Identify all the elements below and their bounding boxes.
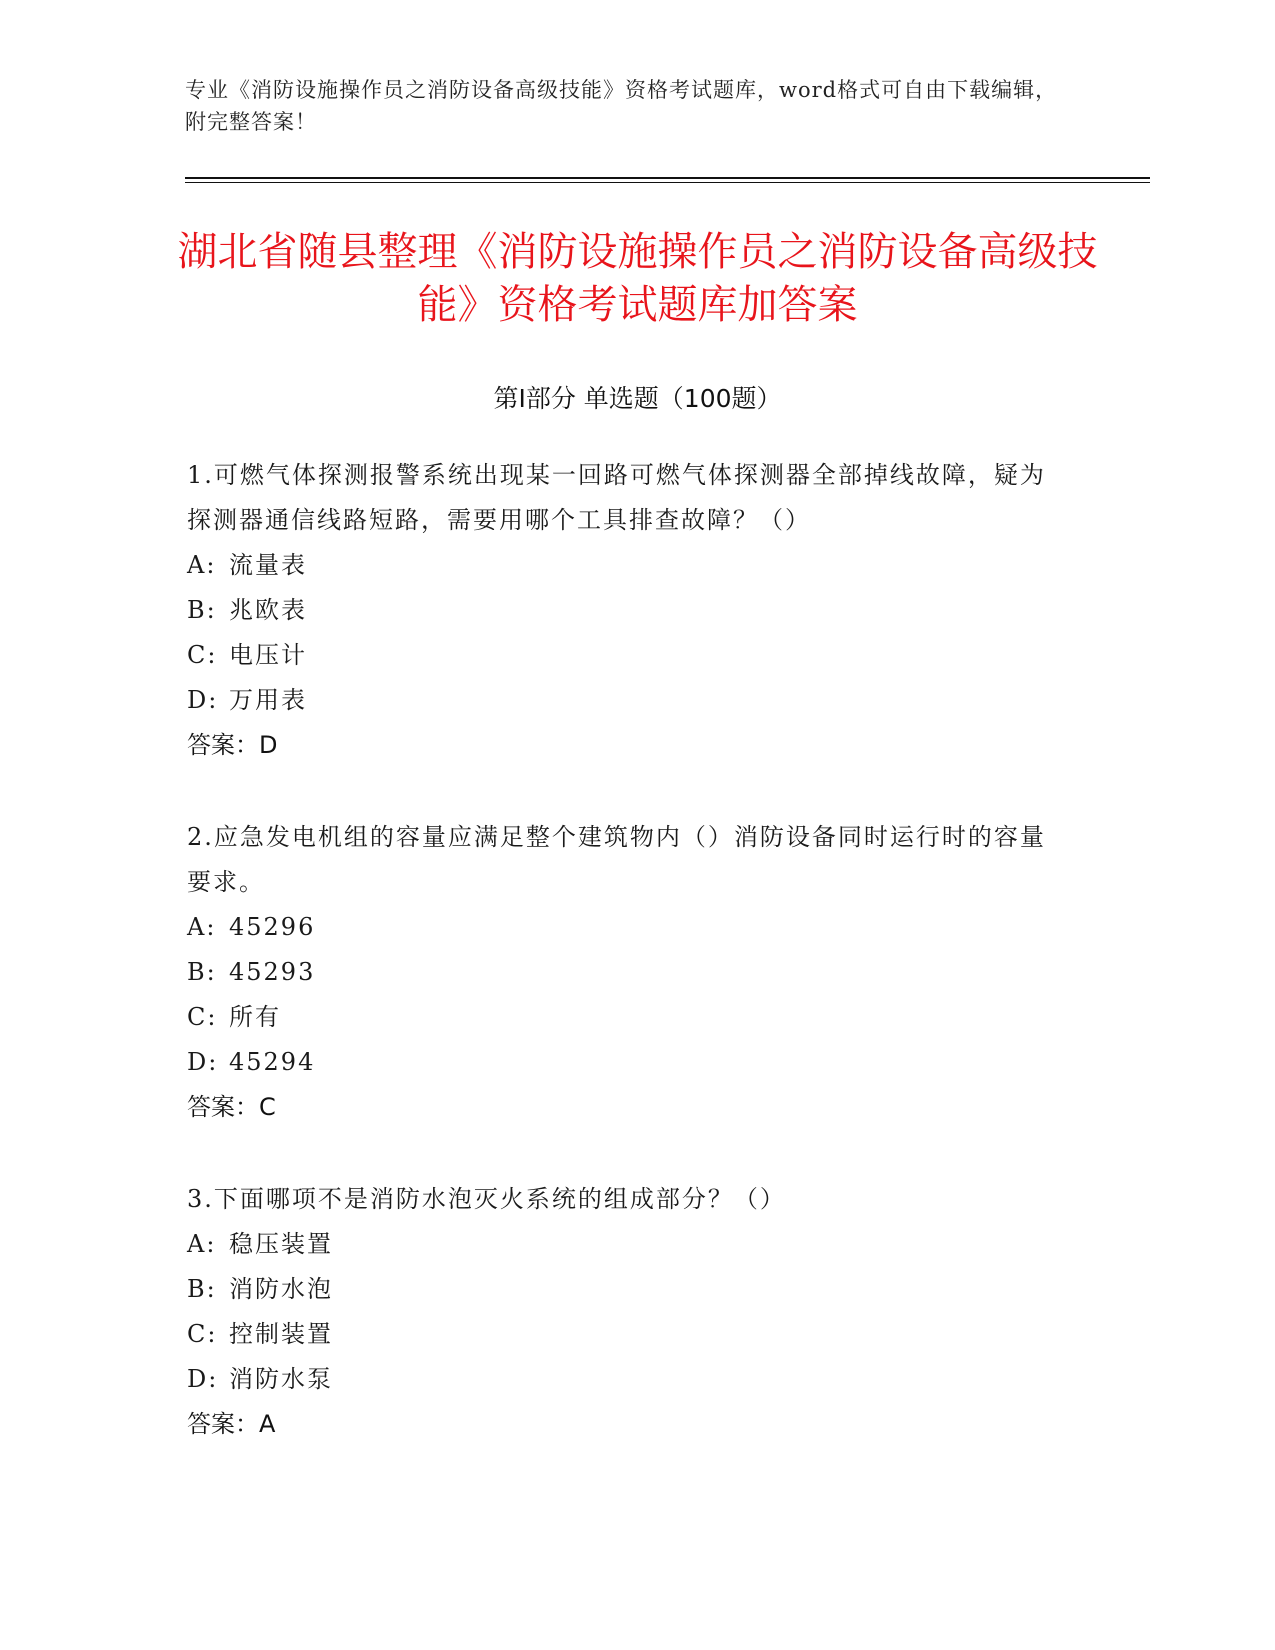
option-b xyxy=(187,950,1067,995)
option-text: 兆欧表 xyxy=(229,596,307,624)
answer: 答案：D xyxy=(187,731,278,759)
option-letter: C: xyxy=(187,1003,218,1031)
option-text: 45296 xyxy=(229,913,316,941)
option-text: 45294 xyxy=(229,1048,316,1076)
option-b xyxy=(187,588,1067,633)
option-c xyxy=(187,1312,1067,1357)
option-d xyxy=(187,1040,1067,1085)
option-letter: D: xyxy=(187,1048,219,1076)
question-stem: 2.应急发电机组的容量应满足整个建筑物内（）消防设备同时运行时的容量要求。 xyxy=(187,823,1046,896)
option-d xyxy=(187,678,1067,723)
option-c xyxy=(187,633,1067,678)
option-letter: A: xyxy=(187,1230,217,1258)
option-d xyxy=(187,1357,1067,1402)
option-text: 消防水泡 xyxy=(229,1275,333,1303)
section-title: 第Ⅰ部分 单选题（100题） xyxy=(493,384,782,413)
option-text: 流量表 xyxy=(229,551,307,579)
option-text: 稳压装置 xyxy=(229,1230,333,1258)
answer: 答案：A xyxy=(187,1410,276,1438)
document-title: 湖北省随县整理《消防设施操作员之消防设备高级技能》资格考试题库加答案 xyxy=(177,229,1098,328)
option-text: 控制装置 xyxy=(229,1320,333,1348)
question-stem: 1.可燃气体探测报警系统出现某一回路可燃气体探测器全部掉线故障，疑为探测器通信线路短路，需要用哪个工具排查故障？（） xyxy=(187,461,1046,534)
option-a xyxy=(187,1222,1067,1267)
option-a xyxy=(187,543,1067,588)
question-1 xyxy=(187,453,1067,768)
header-note: 专业《消防设施操作员之消防设备高级技能》资格考试题库，word格式可自由下载编辑，附完整答案！ xyxy=(185,78,1058,134)
option-letter: A: xyxy=(187,913,217,941)
answer: 答案：C xyxy=(187,1093,276,1121)
option-letter: C: xyxy=(187,1320,218,1348)
option-a xyxy=(187,905,1067,950)
option-letter: D: xyxy=(187,686,219,714)
option-letter: B: xyxy=(187,958,217,986)
option-text: 所有 xyxy=(229,1003,281,1031)
option-letter: A: xyxy=(187,551,217,579)
question-2 xyxy=(187,815,1067,1130)
option-text: 万用表 xyxy=(229,686,307,714)
option-c xyxy=(187,995,1067,1040)
option-letter: C: xyxy=(187,641,218,669)
option-text: 45293 xyxy=(229,958,316,986)
question-3 xyxy=(187,1177,1067,1447)
option-text: 消防水泵 xyxy=(229,1365,333,1393)
option-b xyxy=(187,1267,1067,1312)
header-rule-thin xyxy=(185,182,1150,183)
option-letter: D: xyxy=(187,1365,219,1393)
option-letter: B: xyxy=(187,1275,217,1303)
header-rule-thick xyxy=(185,177,1150,179)
option-letter: B: xyxy=(187,596,217,624)
option-text: 电压计 xyxy=(229,641,307,669)
question-stem: 3.下面哪项不是消防水泡灭火系统的组成部分？（） xyxy=(187,1185,786,1213)
